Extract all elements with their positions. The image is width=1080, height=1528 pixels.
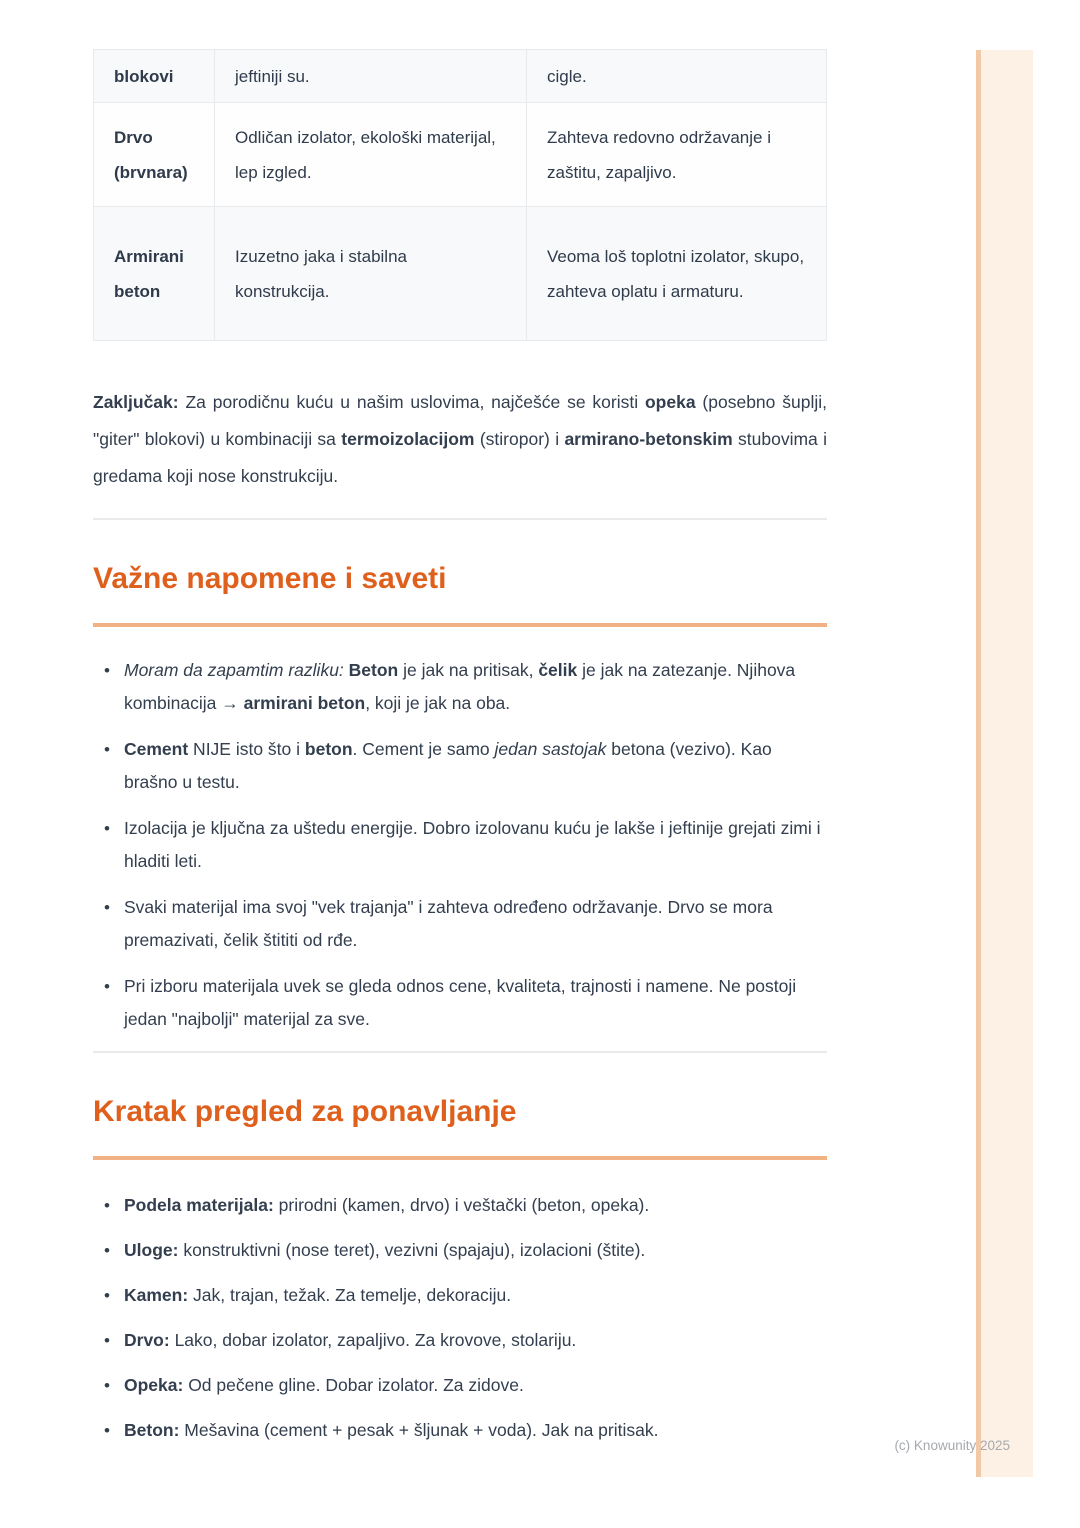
- table-cell-pros: Izuzetno jaka i stabilna konstrukcija.: [214, 207, 526, 340]
- review-bullet-list: [93, 1189, 827, 1447]
- table-cell-cons: Zahteva redovno održavanje i zaštitu, zapaljivo.: [526, 103, 828, 206]
- table-cell-material: blokovi: [114, 66, 174, 86]
- list-item: • Opeka: Od pečene gline. Dobar izolator. Za zidove.: [93, 1369, 827, 1402]
- section-divider: [93, 1051, 827, 1053]
- table-cell-material: Drvo (brvnara): [114, 127, 188, 182]
- section-title-underline: [93, 623, 827, 627]
- table-cell-material: Armirani beton: [114, 246, 184, 301]
- table-row: [94, 206, 826, 340]
- section-title-notes: Važne napomene i saveti: [93, 562, 447, 595]
- section-title-review: Kratak pregled za ponavljanje: [93, 1095, 517, 1128]
- list-item: • Moram da zapamtim razliku: Beton je jak na pritisak, čelik je jak na zatezanje. Njihova kombinacija → armirani beton, koji je jak na oba.: [93, 654, 827, 720]
- section-divider: [93, 518, 827, 520]
- materials-table: [93, 49, 827, 341]
- decorative-side-strip: [976, 50, 1033, 1477]
- list-item: • Beton: Mešavina (cement + pesak + šljunak + voda). Jak na pritisak.: [93, 1414, 827, 1447]
- table-cell-pros: jeftiniji su.: [214, 50, 526, 102]
- content-column: [93, 0, 827, 1459]
- list-item: • Cement NIJE isto što i beton. Cement je samo jedan sastojak betona (vezivo). Kao brašno u testu.: [93, 733, 827, 799]
- list-item: • Svaki materijal ima svoj "vek trajanja" i zahteva određeno održavanje. Drvo se mora premazivati, čelik štititi od rđe.: [93, 891, 827, 957]
- list-item: • Pri izboru materijala uvek se gleda odnos cene, kvaliteta, trajnosti i namene. Ne postoji jedan "najbolji" materijal za sve.: [93, 970, 827, 1036]
- table-row: [94, 102, 826, 206]
- list-item: • Uloge: konstruktivni (nose teret), vezivni (spajaju), izolacioni (štite).: [93, 1234, 827, 1267]
- list-item: • Podela materijala: prirodni (kamen, drvo) i veštački (beton, opeka).: [93, 1189, 827, 1222]
- table-cell-cons: cigle.: [526, 50, 828, 102]
- list-item: • Izolacija je ključna za uštedu energije. Dobro izolovanu kuću je lakše i jeftinije grejati zimi i hladiti leti.: [93, 812, 827, 878]
- table-cell-pros: Odličan izolator, ekološki materijal, lep izgled.: [214, 103, 526, 206]
- notes-bullet-list: [93, 654, 827, 1036]
- list-item: • Drvo: Lako, dobar izolator, zapaljivo. Za krovove, stolariju.: [93, 1324, 827, 1357]
- table-row: [94, 50, 826, 102]
- conclusion-paragraph: Zaključak: Za porodičnu kuću u našim uslovima, najčešće se koristi opeka (posebno šuplji, "giter" blokovi) u kombinaciji sa termoizolacijom (stiropor) i armirano-betonskim stubovima i gredama koji nose konstrukciju.: [93, 392, 828, 486]
- table-cell-cons: Veoma loš toplotni izolator, skupo, zahteva oplatu i armaturu.: [526, 207, 828, 340]
- copyright-text: (c) Knowunity 2025: [894, 1438, 1010, 1453]
- list-item: • Kamen: Jak, trajan, težak. Za temelje, dekoraciju.: [93, 1279, 827, 1312]
- section-title-underline: [93, 1156, 827, 1160]
